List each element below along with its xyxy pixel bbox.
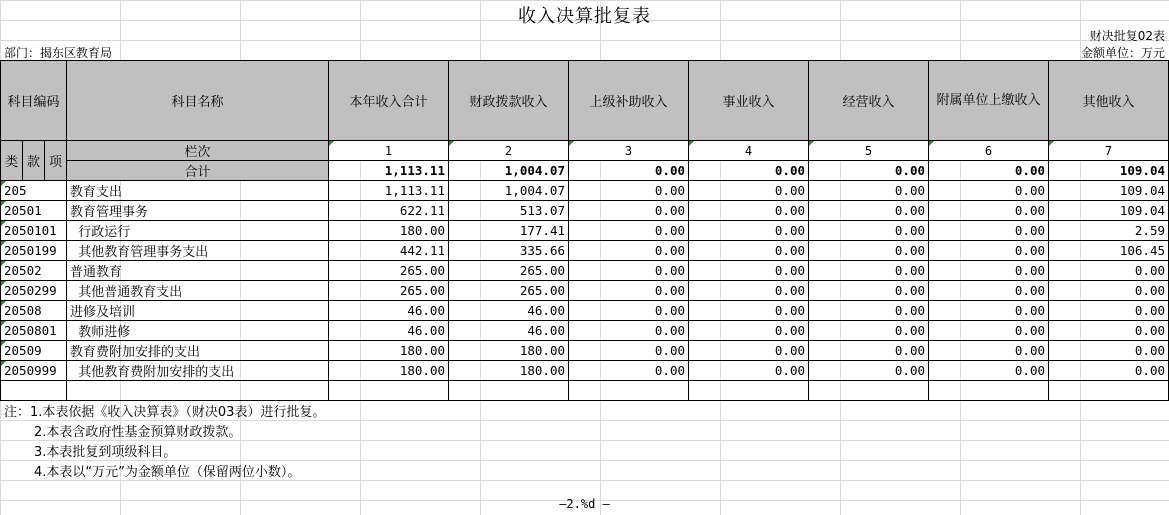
amount-cell: 335.66 [449,241,569,261]
blank-cell [569,381,689,401]
total-value: 0.00 [929,161,1049,181]
col-number: 4 [689,141,809,161]
blank-row [1,381,1169,401]
total-value: 1,004.07 [449,161,569,181]
amount-cell: 0.00 [569,181,689,201]
subject-name-cell: 教育支出 [67,181,329,201]
header-col-total: 本年收入合计 [329,61,449,141]
amount-cell: 0.00 [929,361,1049,381]
amount-cell: 265.00 [449,281,569,301]
amount-cell: 0.00 [809,341,929,361]
blank-cell [329,381,449,401]
unit-label: 金额单位：万元 [1080,46,1165,60]
table-row [1,281,1169,301]
subject-name-cell: 其他普通教育支出 [67,281,329,301]
subject-name-cell: 进修及培训 [67,301,329,321]
subject-code-cell: 205 [1,181,67,201]
subject-name-cell: 行政运行 [67,221,329,241]
table-row [1,261,1169,281]
subject-code-cell: 2050801 [1,321,67,341]
amount-cell: 0.00 [569,261,689,281]
table-row [1,181,1169,201]
subject-code-cell: 20509 [1,341,67,361]
total-value: 0.00 [689,161,809,181]
amount-cell: 0.00 [689,361,809,381]
header-col-affiliate: 附属单位上缴收入 [929,61,1049,141]
subject-code-cell: 20502 [1,261,67,281]
amount-cell: 0.00 [929,261,1049,281]
amount-cell: 0.00 [809,221,929,241]
amount-cell: 265.00 [329,261,449,281]
amount-cell: 0.00 [569,241,689,261]
header-col-other: 其他收入 [1049,61,1169,141]
amount-cell: 0.00 [569,361,689,381]
amount-cell: 0.00 [809,181,929,201]
subject-name-cell: 其他教育费附加安排的支出 [67,361,329,381]
amount-cell: 0.00 [929,321,1049,341]
total-value: 1,113.11 [329,161,449,181]
header-lei: 类 [1,141,23,181]
note-line: 3.本表批复到项级科目。 [34,445,177,460]
blank-cell [1049,381,1169,401]
header-col-business: 事业收入 [689,61,809,141]
header-subject-code: 科目编码 [1,61,67,141]
header-col-operating: 经营收入 [809,61,929,141]
amount-cell: 0.00 [929,301,1049,321]
note-line: 4.本表以“万元”为金额单位（保留两位小数）。 [34,465,301,480]
col-number: 2 [449,141,569,161]
amount-cell: 513.07 [449,201,569,221]
amount-cell: 0.00 [809,281,929,301]
header-col-fiscal: 财政拨款收入 [449,61,569,141]
table-row [1,241,1169,261]
subject-code-cell: 2050199 [1,241,67,261]
table-row [1,361,1169,381]
subject-name-cell: 普通教育 [67,261,329,281]
header-col-subsidy: 上级补助收入 [569,61,689,141]
subject-name-cell: 其他教育管理事务支出 [67,241,329,261]
amount-cell: 0.00 [929,181,1049,201]
amount-cell: 0.00 [689,181,809,201]
amount-cell: 442.11 [329,241,449,261]
subject-code-cell: 2050999 [1,361,67,381]
amount-cell: 265.00 [449,261,569,281]
amount-cell: 0.00 [689,201,809,221]
header-subject-name: 科目名称 [67,61,329,141]
table-row [1,341,1169,361]
amount-cell: 0.00 [929,341,1049,361]
table-row [1,221,1169,241]
total-row [1,161,1169,181]
amount-cell: 0.00 [1049,341,1169,361]
amount-cell: 46.00 [329,301,449,321]
table-row [1,321,1169,341]
form-code: 财决批复02表 [1089,29,1165,43]
amount-cell: 46.00 [329,321,449,341]
col-number: 1 [329,141,449,161]
subject-code-cell: 20508 [1,301,67,321]
amount-cell: 0.00 [1049,321,1169,341]
page-title: 收入决算批复表 [518,6,651,27]
amount-cell: 0.00 [929,221,1049,241]
amount-cell: 0.00 [569,321,689,341]
amount-cell: 0.00 [689,281,809,301]
department-label: 部门：揭东区教育局 [4,46,113,60]
amount-cell: 0.00 [809,361,929,381]
amount-cell: 0.00 [1049,281,1169,301]
amount-cell: 1,113.11 [329,181,449,201]
amount-cell: 0.00 [809,261,929,281]
amount-cell: 0.00 [1049,261,1169,281]
subject-name-cell: 教师进修 [67,321,329,341]
total-value: 0.00 [809,161,929,181]
amount-cell: 0.00 [809,301,929,321]
subject-name-cell: 教育管理事务 [67,201,329,221]
col-number: 5 [809,141,929,161]
blank-cell [67,381,329,401]
amount-cell: 0.00 [1049,301,1169,321]
header-column-label: 栏次 [67,141,329,161]
page-footer: —2.%d — [559,497,610,511]
subject-name-cell: 教育费附加安排的支出 [67,341,329,361]
total-value: 109.04 [1049,161,1169,181]
amount-cell: 0.00 [809,321,929,341]
amount-cell: 0.00 [929,201,1049,221]
subject-code-cell: 20501 [1,201,67,221]
table-row [1,301,1169,321]
amount-cell: 0.00 [689,261,809,281]
note-line: 注：1.本表依据《收入决算表》（财决03表）进行批复。 [4,405,326,420]
blank-cell [449,381,569,401]
amount-cell: 265.00 [329,281,449,301]
col-number: 7 [1049,141,1169,161]
note-line: 2.本表含政府性基金预算财政拨款。 [34,425,242,440]
amount-cell: 0.00 [929,241,1049,261]
amount-cell: 180.00 [329,361,449,381]
amount-cell: 0.00 [689,301,809,321]
amount-cell: 0.00 [569,221,689,241]
amount-cell: 0.00 [689,241,809,261]
amount-cell: 177.41 [449,221,569,241]
amount-cell: 622.11 [329,201,449,221]
blank-cell [929,381,1049,401]
amount-cell: 0.00 [809,241,929,261]
amount-cell: 0.00 [689,321,809,341]
amount-cell: 46.00 [449,301,569,321]
amount-cell: 109.04 [1049,201,1169,221]
total-label: 合计 [67,161,329,181]
header-xiang: 项 [45,141,67,181]
subject-code-cell: 2050299 [1,281,67,301]
table-row [1,201,1169,221]
amount-cell: 0.00 [1049,361,1169,381]
amount-cell: 0.00 [569,301,689,321]
amount-cell: 180.00 [329,221,449,241]
amount-cell: 0.00 [689,341,809,361]
amount-cell: 0.00 [569,281,689,301]
blank-cell [1,381,67,401]
col-number: 3 [569,141,689,161]
amount-cell: 106.45 [1049,241,1169,261]
revenue-table [0,60,1169,401]
col-number: 6 [929,141,1049,161]
amount-cell: 0.00 [809,201,929,221]
amount-cell: 109.04 [1049,181,1169,201]
amount-cell: 180.00 [329,341,449,361]
amount-cell: 0.00 [929,281,1049,301]
amount-cell: 1,004.07 [449,181,569,201]
amount-cell: 0.00 [569,201,689,221]
amount-cell: 2.59 [1049,221,1169,241]
amount-cell: 180.00 [449,361,569,381]
amount-cell: 0.00 [689,221,809,241]
header-kuan: 款 [23,141,45,181]
blank-cell [689,381,809,401]
amount-cell: 180.00 [449,341,569,361]
amount-cell: 46.00 [449,321,569,341]
blank-cell [809,381,929,401]
subject-code-cell: 2050101 [1,221,67,241]
total-value: 0.00 [569,161,689,181]
amount-cell: 0.00 [569,341,689,361]
